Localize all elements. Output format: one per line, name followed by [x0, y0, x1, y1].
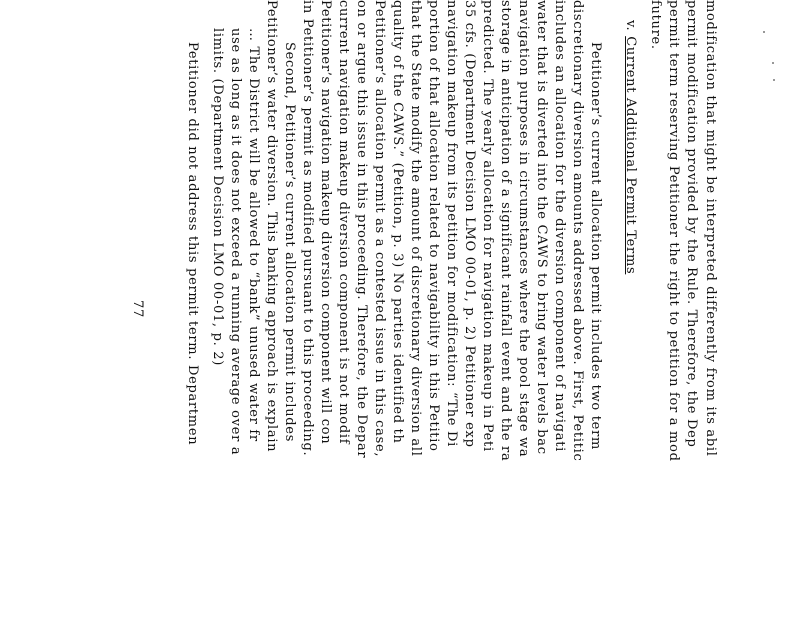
page-number: 77	[130, 300, 145, 318]
text-line: storage in anticipation of a significant rainfall event and the ra	[498, 0, 513, 462]
scan-speck	[773, 79, 775, 81]
text-line: Petitioner’s water diversion. This banking approach is explain	[264, 0, 279, 453]
text-line: limits. (Department Decision LMO 00-01, p. 2)	[210, 28, 225, 367]
section-heading-number: v.	[623, 20, 638, 32]
text-line: Petitioner’s navigation makeup diversion component will con	[318, 0, 333, 445]
text-line: that the State modify the amount of discretionary diversion all	[408, 0, 423, 457]
text-line: water that is diverted into the CAWS to bring water levels bac	[534, 0, 549, 455]
section-heading-title: Current Additional Permit Terms	[623, 36, 638, 275]
text-line: Petitioner did not address this permit term. Departmen	[185, 42, 200, 446]
scan-speck	[763, 31, 765, 33]
text-line: Petitioner’s current allocation permit includes two term	[588, 42, 603, 451]
text-line: on or argue this issue in this proceeding. Therefore, the Depar	[354, 0, 369, 459]
text-line: Second, Petitioner’s current allocation permit includes	[282, 42, 297, 443]
text-line: use as long as it does not exceed a running average over a	[228, 28, 243, 456]
text-line: navigation purposes in circumstances where the pool stage wa	[516, 0, 531, 458]
section-heading	[624, 20, 637, 274]
text-line: discretionary diversion amounts addressed above. First, Petitic	[570, 0, 585, 462]
rotated-text-block	[119, 0, 719, 618]
text-line: permit modification provided by the Rule. Therefore, the Dep	[684, 0, 699, 448]
text-line: … The District will be allowed to “bank” unused water fr	[246, 28, 261, 442]
text-line: current navigation makeup diversion component is not modif	[336, 0, 351, 445]
text-line: in Petitioner’s permit as modified pursuant to this proceeding.	[300, 0, 315, 457]
text-line: navigation makeup from its petition for modification: “The Di	[444, 0, 459, 448]
text-line: Petitioner’s allocation permit as a contested issue in this case,	[372, 0, 387, 458]
text-line: portion of that allocation related to navigability in this Petitio	[426, 0, 441, 452]
text-line: includes an allocation for the diversion component of navigati	[552, 0, 567, 452]
text-line: 35 cfs. (Department Decision LMO 00-01, p. 2) Petitioner exp	[462, 0, 477, 448]
text-line: predicted. The yearly allocation for navigation makeup in Peti	[480, 0, 495, 452]
text-line: future.	[648, 0, 663, 50]
scan-speck	[772, 62, 774, 64]
text-line: permit term reserving Petitioner the right to petition for a mod	[666, 0, 681, 462]
text-line: modification that might be interpreted differently from its abil	[703, 0, 718, 457]
text-line: quality of the CAWS.” (Petition, p. 3) No parties identified th	[390, 0, 405, 444]
